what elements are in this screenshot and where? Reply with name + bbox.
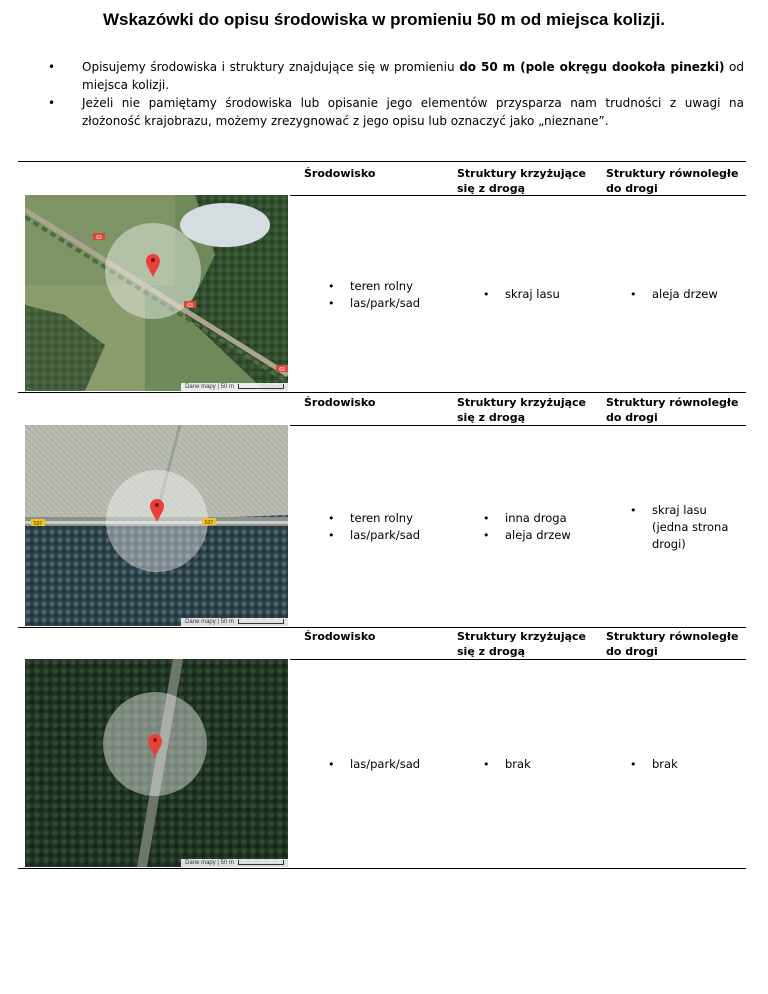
intro-text: od miejsca kolizji.: [82, 60, 745, 92]
intro-item: [48, 94, 744, 130]
intro-bold-text: do 50 m (pole okręgu dookoła pinezki): [459, 60, 725, 74]
road-label: 63: [96, 235, 102, 241]
header-environment: Środowisko: [304, 396, 376, 409]
map-scale: Dane mapy | 50 m: [181, 859, 288, 867]
list-item: • las/park/sad: [328, 528, 421, 542]
header-rule: [290, 425, 746, 426]
cell-environment-1: [328, 278, 420, 312]
map-data-label: Dane mapy: [185, 619, 216, 625]
map-scale: Dane mapy | 50 m: [181, 618, 288, 626]
header-environment: Środowisko: [304, 167, 376, 180]
header-parallel: Struktury równoległe do drogi: [606, 167, 739, 195]
list-item: • aleja drzew: [630, 287, 718, 301]
cell-environment-2: [328, 510, 420, 544]
road-label: 63: [187, 303, 193, 309]
cell-environment-3: [328, 756, 420, 773]
table-bottom-rule: [18, 868, 746, 869]
list-item: • las/park/sad: [328, 296, 421, 310]
cell-crossing-2: [483, 510, 571, 544]
table-top-rule: [18, 161, 746, 162]
scale-bar-icon: [238, 619, 284, 624]
map-image-1: [25, 195, 288, 391]
bullet: •: [48, 96, 56, 110]
header-environment: Środowisko: [304, 630, 376, 643]
list-item: • brak: [630, 757, 678, 771]
bullet: •: [48, 60, 56, 74]
cell-crossing-1: [483, 286, 560, 303]
header-parallel: Struktury równoległe do drogi: [606, 630, 739, 658]
header-crossing: Struktury krzyżujące się z drogą: [457, 396, 586, 424]
scale-bar-icon: [238, 384, 284, 389]
header-rule: [290, 659, 746, 660]
header-crossing: Struktury krzyżujące się z drogą: [457, 630, 586, 658]
list-item: • skraj lasu (jedna strona drogi): [630, 503, 729, 551]
intro-list: [48, 58, 745, 130]
map-scale-label: 50 m: [220, 384, 234, 390]
map-scale: Dane mapy | 50 m: [181, 383, 288, 391]
list-item: • brak: [483, 757, 531, 771]
map-data-label: Dane mapy: [185, 384, 216, 390]
intro-item: [48, 58, 745, 94]
map-image-2: [25, 425, 288, 626]
list-item: • teren rolny: [328, 279, 413, 293]
list-item: • skraj lasu: [483, 287, 560, 301]
road-label: 537: [204, 520, 214, 526]
road-label: 537: [33, 521, 43, 527]
list-item: • las/park/sad: [328, 757, 421, 771]
row-divider: [18, 627, 746, 628]
cell-parallel-3: [630, 756, 678, 773]
row-divider: [18, 392, 746, 393]
map-scale-label: 50 m: [220, 619, 234, 625]
intro-text: Opisujemy środowiska i struktury znajdujące się w promieniu: [82, 60, 460, 74]
list-item: • teren rolny: [328, 511, 413, 525]
map-data-label: Dane mapy: [185, 860, 216, 866]
list-item: • inna droga: [483, 511, 567, 525]
map-image-3: [25, 659, 288, 867]
scale-bar-icon: [238, 860, 284, 865]
cell-crossing-3: [483, 756, 531, 773]
list-item: • aleja drzew: [483, 528, 571, 542]
map-scale-label: 50 m: [220, 860, 234, 866]
cell-parallel-1: [630, 286, 718, 303]
intro-text: Jeżeli nie pamiętamy środowiska lub opisanie jego elementów przysparza nam trudności z uwagi na złożoność krajobrazu, możemy zrezygnować z jego opisu lub oznaczyć jako „nieznane”.: [82, 96, 744, 128]
road-label: 63: [279, 367, 285, 373]
header-parallel: Struktury równoległe do drogi: [606, 396, 739, 424]
page-title: Wskazówki do opisu środowiska w promieniu 50 m od miejsca kolizji.: [102, 10, 666, 29]
cell-parallel-2: [630, 502, 740, 553]
header-crossing: Struktury krzyżujące się z drogą: [457, 167, 586, 195]
